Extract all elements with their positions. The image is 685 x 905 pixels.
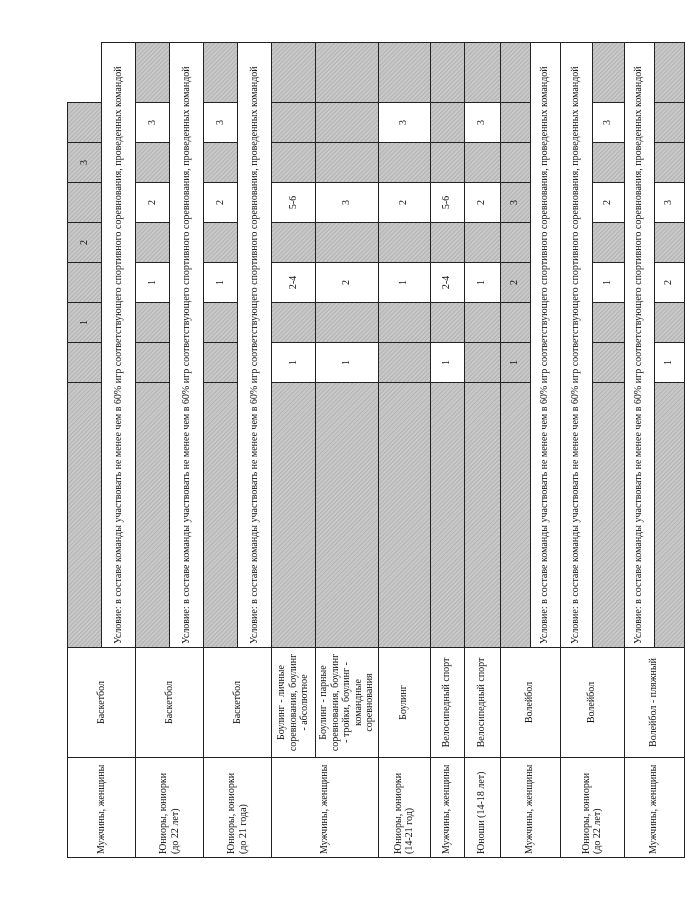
place-cell: 1 bbox=[272, 343, 316, 383]
group-cell: Мужчины, женщины bbox=[68, 758, 136, 858]
condition-cell: Условие: в составе команды участвовать не менее чем в 60% игр соответствующего спортивного соревнования, проведенных командой bbox=[560, 43, 592, 648]
discipline-cell: Волейбол - пляжный bbox=[624, 648, 684, 758]
place-cell: 3 bbox=[68, 143, 102, 183]
group-cell: Юниоры, юниорки (до 22 лет) bbox=[560, 758, 624, 858]
table-row bbox=[500, 43, 530, 858]
place-cell: 2 bbox=[378, 183, 430, 223]
place-cell: 1 bbox=[464, 263, 500, 303]
place-cell: 2 bbox=[592, 183, 624, 223]
group-cell: Юниоры, юниорки (до 21 года) bbox=[204, 758, 272, 858]
table-row bbox=[272, 43, 316, 858]
place-cell: 1 bbox=[136, 263, 170, 303]
discipline-cell: Волейбол bbox=[560, 648, 624, 758]
place-cell: 1 bbox=[592, 263, 624, 303]
place-cell: 1 bbox=[316, 343, 379, 383]
table-row bbox=[316, 43, 379, 858]
group-cell: Мужчины, женщины bbox=[272, 758, 379, 858]
condition-cell: Условие: в составе команды участвовать не менее чем в 60% игр соответствующего спортивного соревнования, проведенных командой bbox=[530, 43, 560, 648]
place-cell: 2 bbox=[204, 183, 238, 223]
place-cell: 1 bbox=[204, 263, 238, 303]
place-cell: 2 bbox=[316, 263, 379, 303]
discipline-cell: Боулинг - личные соревнования, боулинг - абсолютное bbox=[272, 648, 316, 758]
discipline-cell: Баскетбол bbox=[68, 648, 136, 758]
place-cell: 3 bbox=[654, 183, 684, 223]
condition-cell: Условие: в составе команды участвовать не менее чем в 60% игр соответствующего спортивного соревнования, проведенных командой bbox=[102, 43, 136, 648]
rotated-table-wrapper bbox=[67, 43, 675, 858]
group-cell: Юноши (14-18 лет) bbox=[464, 758, 500, 858]
condition-cell: Условие: в составе команды участвовать не менее чем в 60% игр соответствующего спортивного соревнования, проведенных командой bbox=[624, 43, 654, 648]
discipline-cell: Велосипедный спорт bbox=[464, 648, 500, 758]
group-cell: Мужчины, женщины bbox=[430, 758, 464, 858]
group-cell: Мужчины, женщины bbox=[624, 758, 684, 858]
condition-cell: Условие: в составе команды участвовать не менее чем в 60% игр соответствующего спортивного соревнования, проведенных командой bbox=[238, 43, 272, 648]
place-cell: 2-4 bbox=[430, 263, 464, 303]
group-cell: Юниоры, юниорки (14-21 год) bbox=[378, 758, 430, 858]
table-row bbox=[624, 43, 654, 858]
place-cell: 3 bbox=[464, 103, 500, 143]
place-cell: 2 bbox=[68, 223, 102, 263]
group-cell: Юниоры, юниорки (до 22 лет) bbox=[136, 758, 204, 858]
place-cell: 3 bbox=[136, 103, 170, 143]
place-cell: 1 bbox=[430, 343, 464, 383]
table-row bbox=[560, 43, 592, 858]
place-cell: 3 bbox=[378, 103, 430, 143]
place-cell: 2 bbox=[654, 263, 684, 303]
discipline-cell: Боулинг - парные соревнования, боулинг - тройки, боулинг - командные соревнования bbox=[316, 648, 379, 758]
place-cell: 2 bbox=[500, 263, 530, 303]
place-cell: 2 bbox=[136, 183, 170, 223]
table-row bbox=[430, 43, 464, 858]
table-row bbox=[68, 43, 102, 858]
discipline-cell: Боулинг bbox=[378, 648, 430, 758]
place-cell: 1 bbox=[68, 303, 102, 343]
place-cell: 3 bbox=[500, 183, 530, 223]
results-table bbox=[67, 42, 685, 858]
place-cell: 5-6 bbox=[430, 183, 464, 223]
place-cell: 5-6 bbox=[272, 183, 316, 223]
discipline-cell: Баскетбол bbox=[136, 648, 204, 758]
place-cell: 1 bbox=[500, 343, 530, 383]
place-cell: 3 bbox=[204, 103, 238, 143]
place-cell: 2-4 bbox=[272, 263, 316, 303]
table-row bbox=[464, 43, 500, 858]
place-cell: 2 bbox=[464, 183, 500, 223]
table-row bbox=[136, 43, 170, 858]
discipline-cell: Волейбол bbox=[500, 648, 560, 758]
place-cell: 1 bbox=[654, 343, 684, 383]
place-cell: 1 bbox=[378, 263, 430, 303]
condition-cell: Условие: в составе команды участвовать не менее чем в 60% игр соответствующего спортивного соревнования, проведенных командой bbox=[170, 43, 204, 648]
place-cell: 3 bbox=[316, 183, 379, 223]
place-cell: 3 bbox=[592, 103, 624, 143]
table-row bbox=[378, 43, 430, 858]
table-row bbox=[204, 43, 238, 858]
group-cell: Мужчины, женщины bbox=[500, 758, 560, 858]
discipline-cell: Велосипедный спорт bbox=[430, 648, 464, 758]
discipline-cell: Баскетбол bbox=[204, 648, 272, 758]
